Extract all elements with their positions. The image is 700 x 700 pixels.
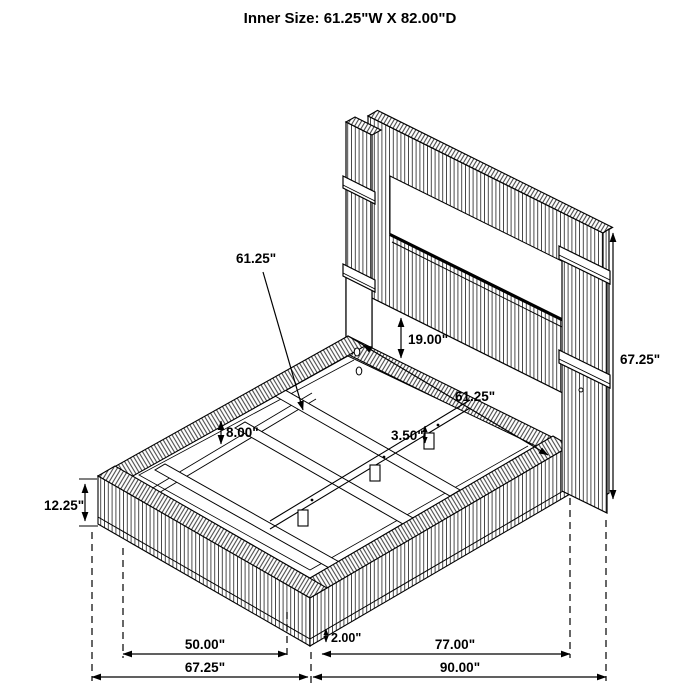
dim-overall-width-label: 67.25" <box>184 660 226 675</box>
page-title: Inner Size: 61.25"W X 82.00"D <box>243 10 457 27</box>
dim-slat-callout-label: 61.25" <box>236 251 277 266</box>
dim-rail-depth-label: 8.00" <box>226 425 259 440</box>
dim-panel-gap-label: 19.00" <box>408 332 449 347</box>
dim-overall-depth-label: 90.00" <box>439 660 481 675</box>
dim-recess-label: 2.00" <box>331 631 362 645</box>
dim-front-span-label: 50.00" <box>184 637 226 652</box>
deck-dot-2 <box>383 456 386 459</box>
support-leg-3 <box>298 510 308 526</box>
headboard-right-post <box>559 246 610 513</box>
bolt-hole-2 <box>356 367 362 375</box>
bolt-hole-1 <box>354 348 360 356</box>
dim-platform-height-label: 12.25" <box>44 498 85 513</box>
deck-dot-3 <box>311 499 314 502</box>
right-post-screw <box>579 388 583 392</box>
dim-leg-height-label: 3.50" <box>391 428 424 443</box>
platform-base <box>98 336 570 646</box>
dim-side-span-label: 77.00" <box>434 637 476 652</box>
support-leg-2 <box>370 465 380 481</box>
dim-headboard-height-label: 67.25" <box>620 352 661 367</box>
dim-inner-width-label: 61.25" <box>455 389 496 404</box>
deck-dot-1 <box>437 424 440 427</box>
